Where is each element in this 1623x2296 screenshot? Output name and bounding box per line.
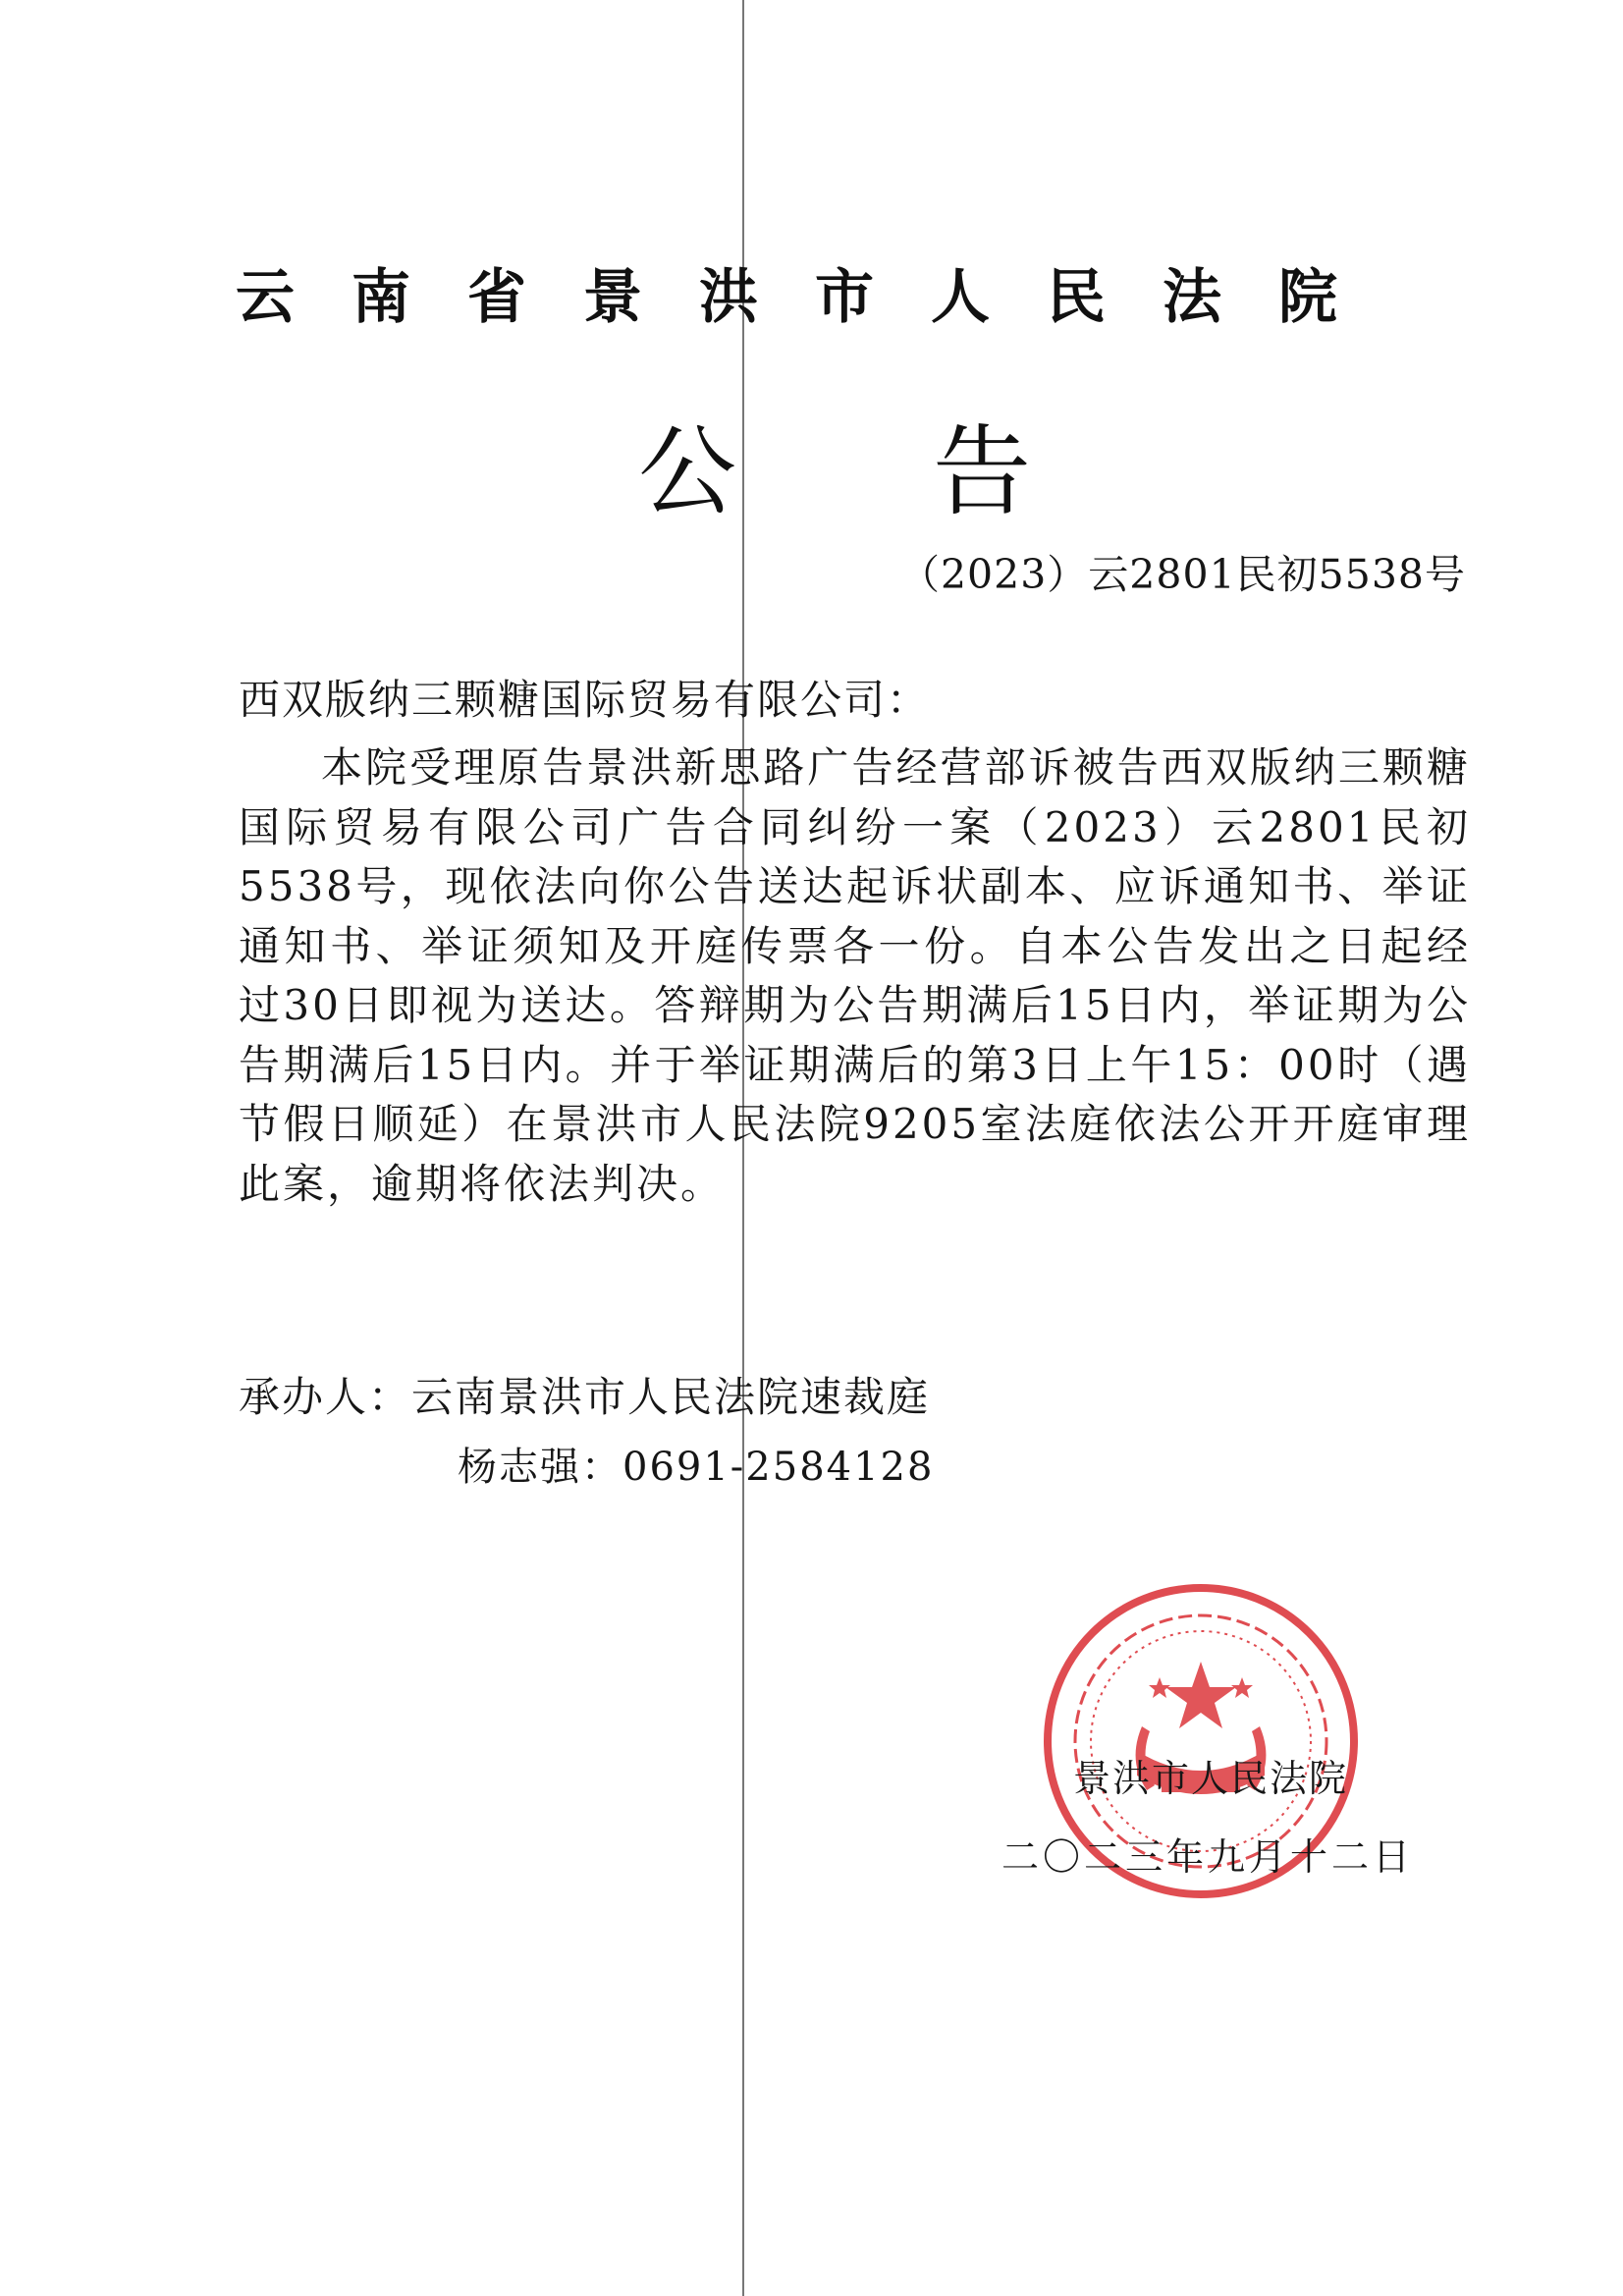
case-number: （2023）云2801民初5538号 <box>898 551 1466 598</box>
signature-date: 二〇二三年九月十二日 <box>1001 1835 1415 1879</box>
notice-title: 公告 <box>638 414 1227 529</box>
contact-line: 杨志强：0691-2584128 <box>458 1445 935 1490</box>
handler-line: 承办人：云南景洪市人民法院速裁庭 <box>239 1373 931 1421</box>
signature-court-name: 景洪市人民法院 <box>1073 1757 1349 1800</box>
court-name-heading: 云南省景洪市人民法院 <box>236 263 1394 332</box>
addressee: 西双版纳三颗糖国际贸易有限公司： <box>239 676 931 724</box>
notice-body-paragraph: 本院受理原告景洪新思路广告经营部诉被告西双版纳三颗糖国际贸易有限公司广告合同纠纷一案（2023）云2801民初5538号，现依法向你公告送达起诉状副本、应诉通知书、举证通知书、举证须知及开庭传票各一份。自本公告发出之日起经过30日即视为送达。答辩期为公告期满后15日内，举证期为公告期满后15日内。并于举证期满后的第3日上午15：00时（遇节假日顺延）在景洪市人民法院9205室法庭依法公开开庭审理此案，逾期将依法判决。 <box>239 743 1471 1208</box>
